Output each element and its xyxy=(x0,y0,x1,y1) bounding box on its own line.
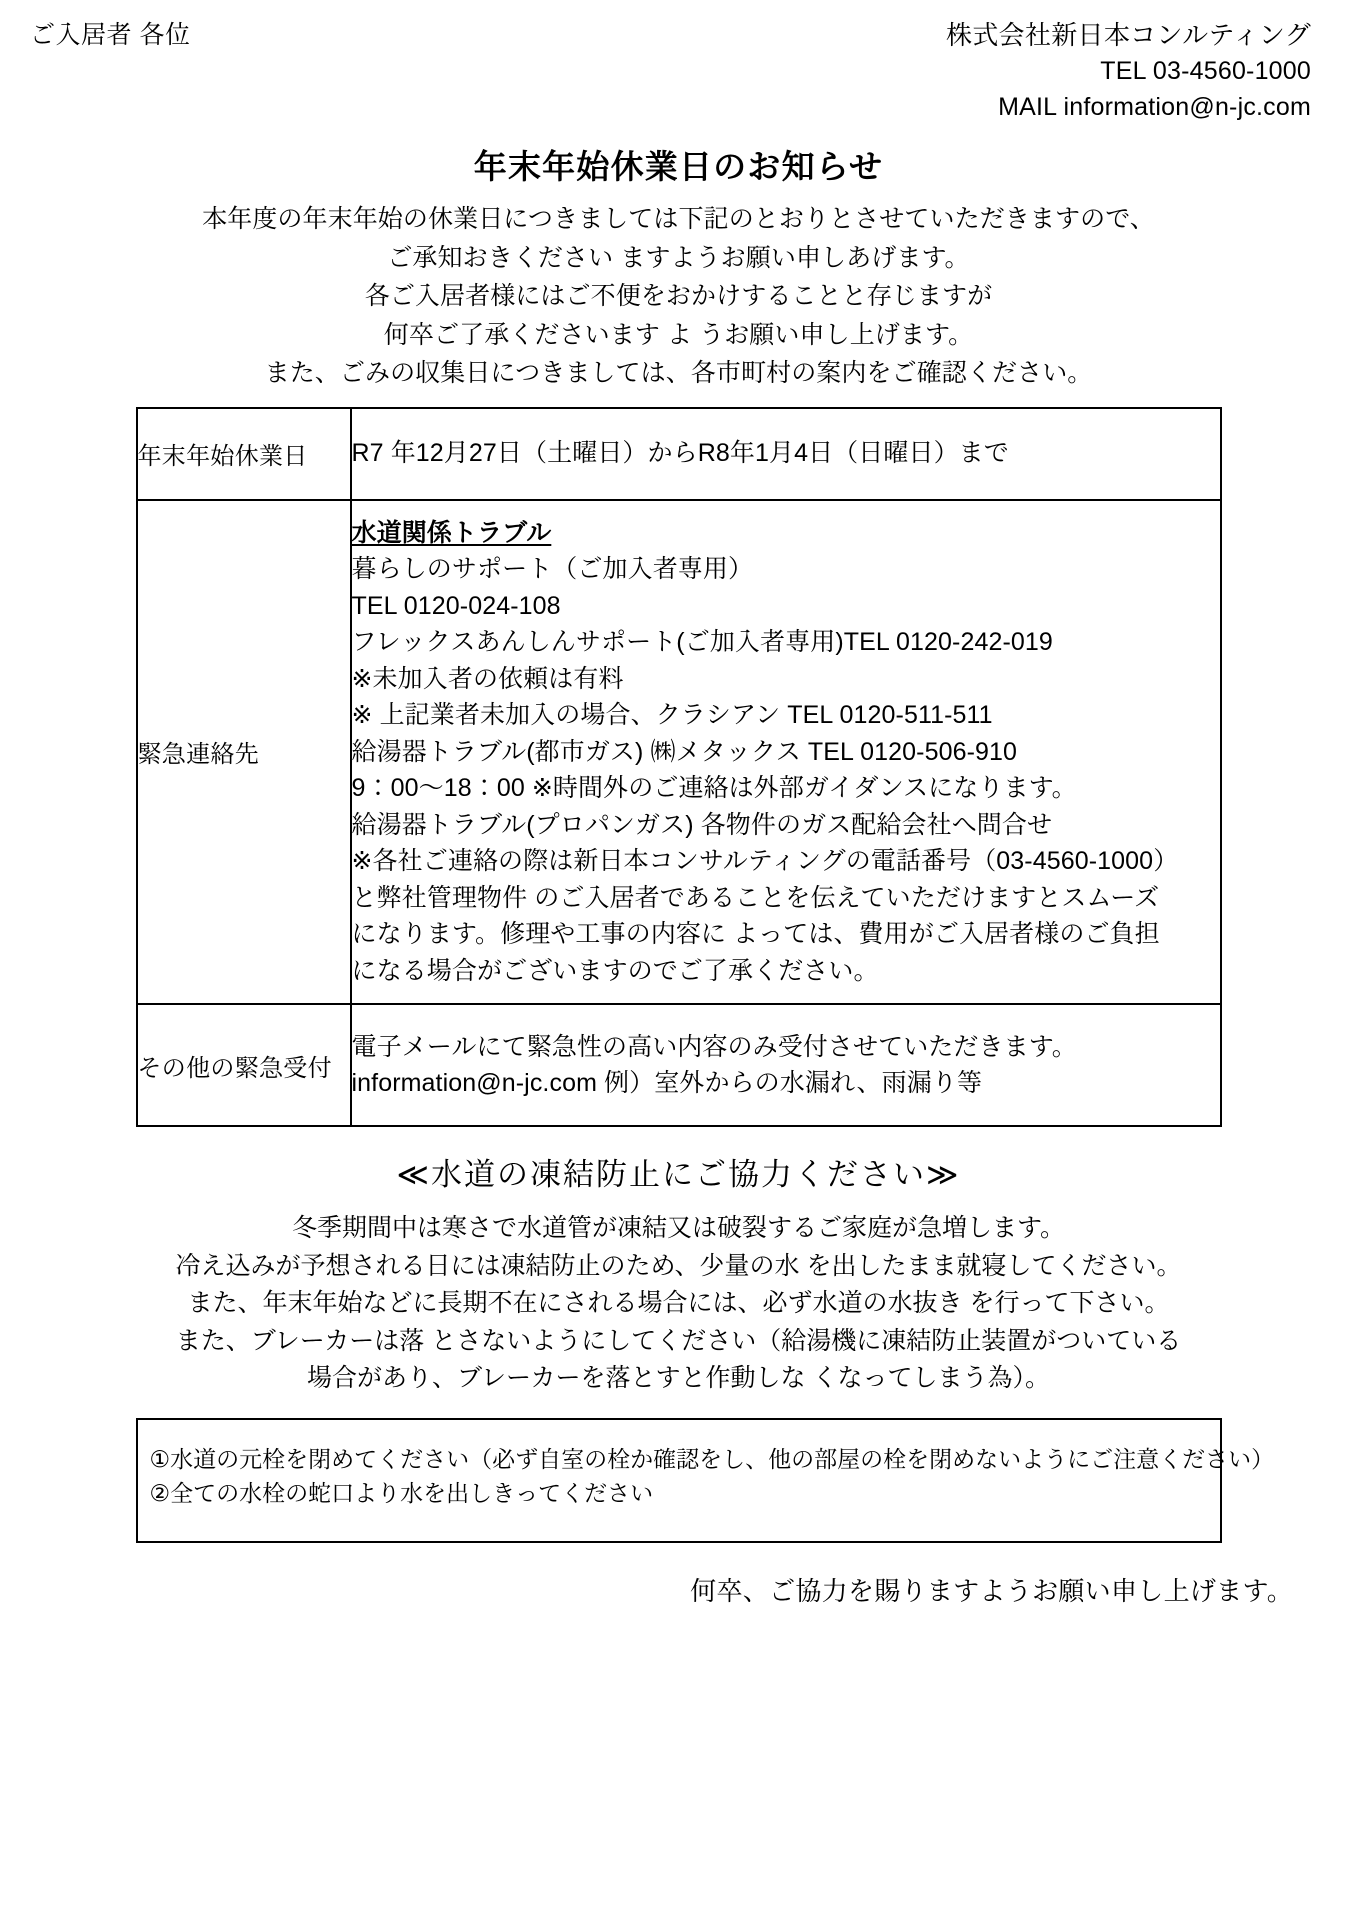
emergency-line: TEL 0120-024-108 xyxy=(351,591,561,620)
emergency-line: ※ 上記業者未加入の場合、クラシアン TEL 0120-511-511 xyxy=(351,701,993,730)
intro-line: ご承知おきください ますようお願い申しあげます。 xyxy=(387,243,970,272)
emergency-line: ※未加入者の依頼は有料 xyxy=(351,664,624,693)
holiday-period: R7 年12月27日（土曜日）からR8年1月4日（日曜日）まで xyxy=(351,439,1009,468)
freeze-line: また、年末年始などに長期不在にされる場合には、必ず水道の水抜き を行って下さい。 xyxy=(187,1289,1170,1318)
emergency-line: になります。修理や工事の内容に よっては、費用がご入居者様のご負担 xyxy=(351,920,1160,949)
addressee-line: ご入居者 各位 xyxy=(30,21,191,49)
water-trouble-heading: 水道関係トラブル xyxy=(351,518,552,547)
emergency-line: 給湯器トラブル(プロパンガス) 各物件のガス配給会社へ問合せ xyxy=(351,810,1053,839)
company-email: MAIL information@n-jc.com xyxy=(998,92,1311,121)
freeze-line: 冷え込みが予想される日には凍結防止のため、少量の水 を出したまま就寝してください。 xyxy=(175,1251,1182,1280)
notice-table xyxy=(136,407,1222,1128)
intro-line: 各ご入居者様にはご不便をおかけすることと存じますが xyxy=(364,282,993,311)
row-value-holiday xyxy=(351,408,1221,500)
emergency-line: 暮らしのサポート（ご加入者専用） xyxy=(351,555,754,584)
intro-line: 本年度の年末年始の休業日につきましては下記のとおりとさせていただきますので、 xyxy=(202,205,1155,234)
row-label-holiday: 年末年始休業日 xyxy=(137,408,351,500)
company-telephone: TEL 03-4560-1000 xyxy=(1100,57,1311,86)
company-name: 株式会社新日本コンルティング xyxy=(946,20,1311,51)
emergency-line: になる場合がございますのでご了承ください。 xyxy=(351,956,879,985)
row-value-emergency xyxy=(351,500,1221,1005)
row-label-other-emergency: その他の緊急受付 xyxy=(137,1004,351,1126)
intro-line: また、ごみの収集日につきましては、各市町村の案内をご確認ください。 xyxy=(264,359,1093,388)
closing-line: 何卒、ご協力を賜りますようお願い申し上げます。 xyxy=(690,1575,1293,1606)
emergency-line: 9：00〜18：00 ※時間外のご連絡は外部ガイダンスになります。 xyxy=(351,774,1077,803)
emergency-line: ※各社ご連絡の際は新日本コンサルティングの電話番号（03-4560-1000） xyxy=(351,847,1179,876)
freeze-line: 冬季期間中は寒さで水道管が凍結又は破裂するご家庭が急増します。 xyxy=(291,1214,1065,1243)
table-row xyxy=(137,1004,1221,1126)
table-row xyxy=(137,408,1221,500)
step-item: ②全ての水栓の蛇口より水を出しきってください xyxy=(149,1480,654,1507)
table-row xyxy=(137,500,1221,1005)
freeze-prevention-heading: ≪水道の凍結防止にご協力ください≫ xyxy=(396,1157,961,1193)
row-value-other-emergency xyxy=(351,1004,1221,1126)
emergency-line: 給湯器トラブル(都市ガス) ㈱メタックス TEL 0120-506-910 xyxy=(351,737,1018,766)
intro-line: 何卒ご了承くださいます よ うお願い申し上げます。 xyxy=(383,320,974,349)
emergency-line: と弊社管理物件 のご入居者であることを伝えていただけますとスムーズ xyxy=(351,883,1160,912)
freeze-line: 場合があり、ブレーカーを落とすと作動しな くなってしまう為）。 xyxy=(307,1364,1050,1393)
emergency-line: フレックスあんしんサポート(ご加入者専用)TEL 0120-242-019 xyxy=(351,628,1053,657)
water-shutoff-steps-box xyxy=(136,1418,1275,1543)
intro-paragraph xyxy=(18,200,1339,393)
row-label-emergency: 緊急連絡先 xyxy=(137,500,351,1005)
freeze-line: また、ブレーカーは落 とさないようにしてください（給湯機に凍結防止装置がついている xyxy=(175,1326,1182,1355)
other-emergency-line: information@n-jc.com 例）室外からの水漏れ、雨漏り等 xyxy=(351,1069,983,1098)
step-item: ①水道の元栓を閉めてください（必ず自室の栓か確認をし、他の部屋の栓を閉めないようにご注意ください） xyxy=(149,1445,1275,1472)
freeze-prevention-body xyxy=(18,1210,1339,1398)
page-title: 年末年始休業日のお知らせ xyxy=(473,148,884,186)
other-emergency-line: 電子メールにて緊急性の高い内容のみ受付させていただきます。 xyxy=(351,1032,1077,1061)
company-contact-block xyxy=(18,17,1311,125)
